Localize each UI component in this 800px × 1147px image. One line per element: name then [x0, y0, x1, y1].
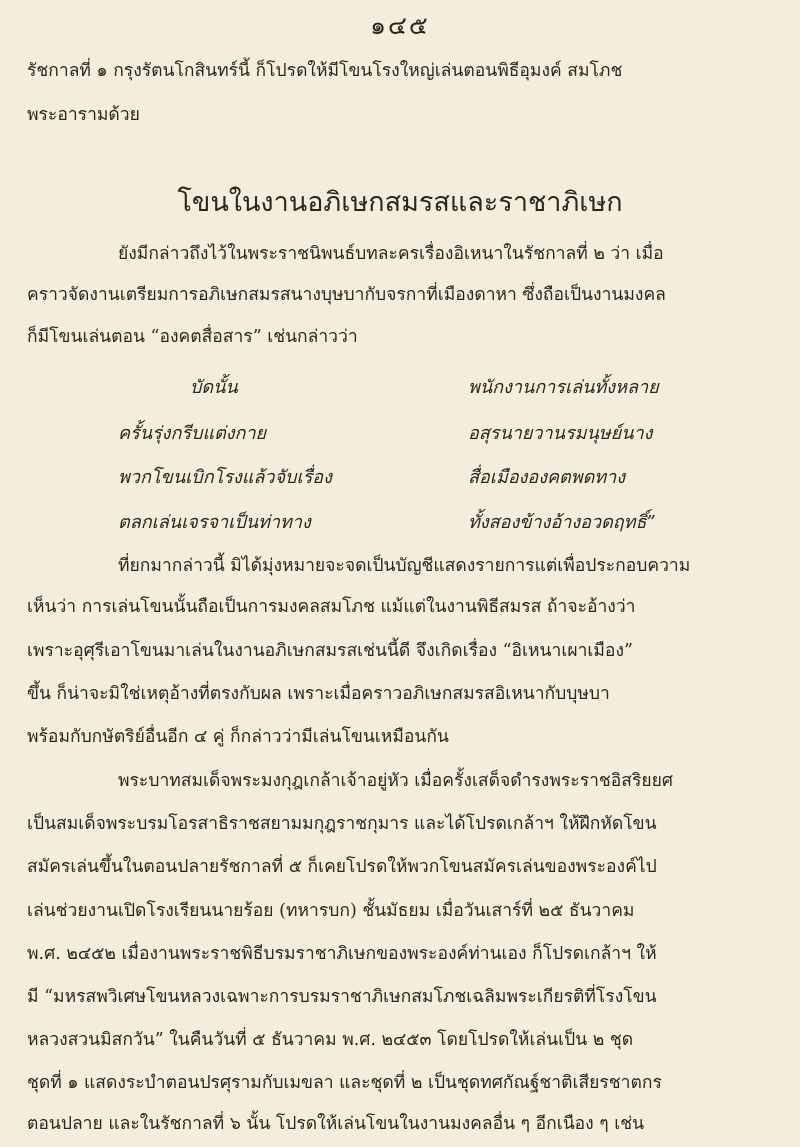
para2-line-4: ขึ้น ก็น่าจะมิใช่เหตุอ้างที่ตรงกับผล เพราะเมื่อคราวอภิเษกสมรสอิเหนากับบุษบา — [27, 684, 610, 704]
verse-line-1-right: พนักงานการเล่นทั้งหลาย — [468, 377, 659, 398]
para3-line-7: หลวงสวนมิสกวัน” ในคืนวันที่ ๕ ธันวาคม พ.ศ. ๒๔๕๓ โดยโปรดให้เล่นเป็น ๒ ชุด — [27, 1030, 634, 1050]
para2-line-1: ที่ยกมากล่าวนี้ มิได้มุ่งหมายจะจดเป็นบัญชีแสดงรายการแต่เพื่อประกอบความ — [118, 556, 691, 576]
para2-line-2: เห็นว่า การเล่นโขนนั้นถือเป็นการมงคลสมโภช แม้แต่ในงานพิธีสมรส ถ้าจะอ้างว่า — [27, 597, 636, 617]
para3-line-6: มี “มหรสพวิเศษโขนหลวงเฉพาะการบรมราชาภิเษกสมโภชเฉลิมพระเกียรติที่โรงโขน — [27, 987, 657, 1007]
verse-line-4-left: ตลกเล่นเจรจาเป็นท่าทาง — [118, 512, 311, 533]
para2-line-5: พร้อมกับกษัตริย์อื่นอีก ๔ คู่ ก็กล่าวว่ามีเล่นโขนเหมือนกัน — [27, 727, 449, 747]
verse-line-1-left: บัดนั้น — [190, 377, 238, 398]
verse-line-4-right: ทั้งสองข้างอ้างอวดฤทธิ์” — [468, 512, 656, 533]
para3-line-3: สมัครเล่นขึ้นในตอนปลายรัชกาลที่ ๕ ก็เคยโปรดให้พวกโขนสมัครเล่นของพระองค์ไป — [27, 857, 657, 877]
para1-line-2: คราวจัดงานเตรียมการอภิเษกสมรสนางบุษบากับจรกาที่เมืองดาหา ซึ่งถือเป็นงานมงคล — [27, 285, 666, 305]
para3-line-8: ชุดที่ ๑ แสดงระบำตอนปรศุรามกับเมขลา และชุดที่ ๒ เป็นชุดทศกัณฐ์ชาติเสียรชาตกร — [27, 1073, 662, 1093]
para2-line-3: เพราะอุศุรีเอาโขนมาเล่นในงานอภิเษกสมรสเช่นนี้ดี จึงเกิดเรื่อง “อิเหนาเผาเมือง” — [27, 641, 633, 661]
verse-line-3-right: สื่อเมืององคตพดทาง — [468, 467, 626, 488]
section-heading: โขนในงานอภิเษกสมรสและราชาภิเษก — [177, 187, 623, 218]
intro-line-1: รัชกาลที่ ๑ กรุงรัตนโกสินทร์นี้ ก็โปรดให้มีโขนโรงใหญ่เล่นตอนพิธีอุมงค์ สมโภช — [27, 61, 623, 81]
para3-line-9: ตอนปลาย และในรัชกาลที่ ๖ นั้น โปรดให้เล่นโขนในงานมงคลอื่น ๆ อีกเนือง ๆ เช่น — [27, 1114, 645, 1134]
verse-line-2-right: อสุรนายวานรมนุษย์นาง — [468, 423, 653, 444]
verse-line-3-left: พวกโขนเบิกโรงแล้วจับเรื่อง — [118, 467, 332, 488]
para1-line-1: ยังมีกล่าวถึงไว้ในพระราชนิพนธ์บทละครเรื่องอิเหนาในรัชกาลที่ ๒ ว่า เมื่อ — [118, 244, 664, 264]
para3-line-4: เล่นช่วยงานเปิดโรงเรียนนายร้อย (ทหารบก) ชั้นมัธยม เมื่อวันเสาร์ที่ ๒๕ ธันวาคม — [27, 901, 635, 921]
verse-line-2-left: ครั้นรุ่งกรีบแต่งกาย — [118, 423, 267, 444]
intro-line-2: พระอารามด้วย — [27, 105, 140, 125]
para3-line-5: พ.ศ. ๒๔๕๒ เมื่องานพระราชพิธีบรมราชาภิเษกของพระองค์ท่านเอง ก็โปรดเกล้าฯ ให้ — [27, 944, 657, 964]
para3-line-1: พระบาทสมเด็จพระมงกุฎเกล้าเจ้าอยู่หัว เมื่อครั้งเสด็จดำรงพระราชอิสริยยศ — [118, 771, 674, 791]
para1-line-3: ก็มีโขนเล่นตอน “องคตสื่อสาร” เช่นกล่าวว่า — [27, 327, 358, 347]
para3-line-2: เป็นสมเด็จพระบรมโอรสาธิราชสยามมกุฎราชกุมาร และได้โปรดเกล้าฯ ให้ฝึกหัดโขน — [27, 814, 657, 834]
page-number: ๑๔๕ — [370, 11, 430, 40]
